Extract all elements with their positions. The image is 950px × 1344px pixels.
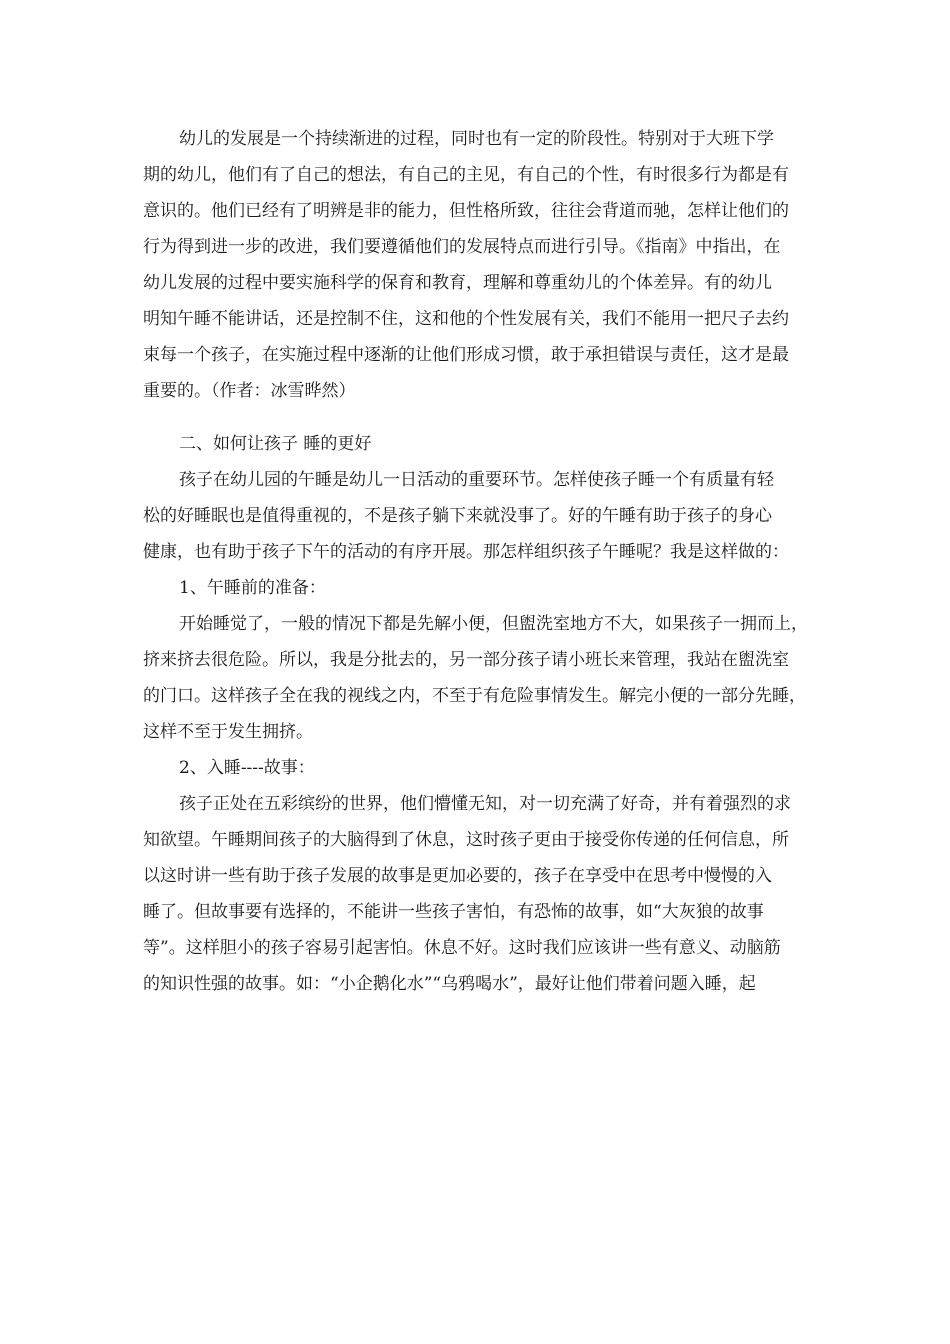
text-line: 束每一个孩子，在实施过程中逐渐的让他们形成习惯，敢于承担错误与责任，这才是最 [143, 345, 789, 365]
text-line: 期的幼儿，他们有了自己的想法，有自己的主见，有自己的个性，有时很多行为都是有 [143, 165, 789, 185]
text-line: 等”。这样胆小的孩子容易引起害怕。休息不好。这时我们应该讲一些有意义、动脑筋 [143, 938, 781, 958]
paragraph-nap-intro [143, 462, 810, 570]
spacer [143, 409, 810, 426]
text-line: 重要的。（作者：冰雪晔然） [143, 381, 356, 401]
text-line: 的门口。这样孩子全在我的视线之内，不至于有危险事情发生。解完小便的一部分先睡， [143, 686, 806, 706]
paragraph-preparation [143, 606, 810, 750]
text-line: 孩子正处在五彩缤纷的世界，他们懵懂无知，对一切充满了好奇，并有着强烈的求 [179, 794, 791, 814]
text-line: 健康，也有助于孩子下午的活动的有序开展。那怎样组织孩子午睡呢？我是这样做的： [143, 542, 789, 562]
paragraph-story [143, 786, 810, 1002]
text-line: 这样不至于发生拥挤。 [143, 722, 313, 742]
section-heading: 二、如何让孩子 睡的更好 [179, 434, 372, 454]
text-line: 的知识性强的故事。如：“小企鹅化水”“乌鸦喝水”，最好让他们带着问题入睡，起 [143, 974, 756, 994]
text-line: 幼儿发展的过程中要实施科学的保育和教育，理解和尊重幼儿的个体差异。有的幼儿 [143, 273, 772, 293]
text-line: 睡了。但故事要有选择的，不能讲一些孩子害怕，有恐怖的故事，如“大灰狼的故事 [143, 902, 764, 922]
text-line: 幼儿的发展是一个持续渐进的过程，同时也有一定的阶段性。特别对于大班下学 [179, 129, 774, 149]
text-line: 挤来挤去很危险。所以，我是分批去的，另一部分孩子请小班长来管理，我站在盥洗室 [143, 650, 789, 670]
text-line: 孩子在幼儿园的午睡是幼儿一日活动的重要环节。怎样使孩子睡一个有质量有轻 [179, 470, 774, 490]
text-line: 知欲望。午睡期间孩子的大脑得到了休息，这时孩子更由于接受你传递的任何信息，所 [143, 830, 789, 850]
subheading-story: 2、入睡----故事： [179, 758, 315, 778]
text-line: 行为得到进一步的改进，我们要遵循他们的发展特点而进行引导。《指南》中指出，在 [143, 237, 781, 257]
text-line: 明知午睡不能讲话，还是控制不住，这和他的个性发展有关，我们不能用一把尺子去约 [143, 309, 789, 329]
subheading-preparation: 1、午睡前的准备： [179, 578, 326, 598]
text-line: 松的好睡眠也是值得重视的，不是孩子躺下来就没事了。好的午睡有助于孩子的身心 [143, 506, 772, 526]
text-line: 开始睡觉了，一般的情况下都是先解小便，但盥洗室地方不大，如果孩子一拥而上， [179, 614, 808, 634]
text-line: 以这时讲一些有助于孩子发展的故事是更加必要的，孩子在享受中在思考中慢慢的入 [143, 866, 772, 886]
text-line: 意识的。他们已经有了明辨是非的能力，但性格所致，往往会背道而驰，怎样让他们的 [143, 201, 789, 221]
paragraph-development [143, 121, 810, 409]
